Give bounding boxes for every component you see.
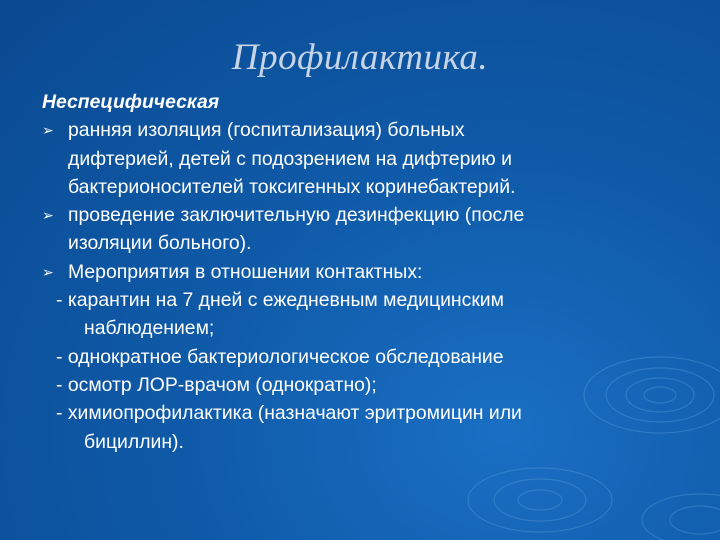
- slide-body: [42, 88, 662, 456]
- arrowhead-bullet-icon: ➢: [42, 263, 54, 280]
- sub-item-line: наблюдением;: [84, 317, 215, 340]
- bullet-line: ранняя изоляция (госпитализация) больных: [68, 119, 465, 142]
- sub-item: [42, 286, 662, 343]
- bullet-line: дифтерией, детей с подозрением на дифтерию и: [68, 147, 512, 170]
- bullet-item: [42, 201, 662, 258]
- sub-item-line: бициллин).: [84, 430, 184, 453]
- sub-item-line: - химиопрофилактика (назначают эритромицин или: [56, 402, 522, 425]
- bullet-item: [42, 116, 662, 201]
- sub-item: [42, 371, 662, 399]
- arrowhead-bullet-icon: ➢: [42, 207, 54, 224]
- sub-item-line: - карантин на 7 дней с ежедневным медицинским: [56, 289, 504, 312]
- sub-item-line: - осмотр ЛОР-врачом (однократно);: [56, 373, 377, 396]
- sub-item-line: - однократное бактериологическое обследование: [56, 345, 504, 368]
- bullet-line: изоляции больного).: [68, 232, 252, 255]
- bullet-line: проведение заключительную дезинфекцию (после: [68, 204, 525, 227]
- bullet-item: [42, 258, 662, 286]
- bullet-line: бактерионосителей токсигенных коринебактерий.: [68, 175, 516, 198]
- slide-title: Профилактика.: [231, 37, 489, 78]
- bullet-line: Мероприятия в отношении контактных:: [68, 260, 423, 283]
- section-subheading: Неспецифическая: [42, 91, 220, 113]
- arrowhead-bullet-icon: ➢: [42, 122, 54, 139]
- sub-item: [42, 399, 662, 456]
- sub-item: [42, 343, 662, 371]
